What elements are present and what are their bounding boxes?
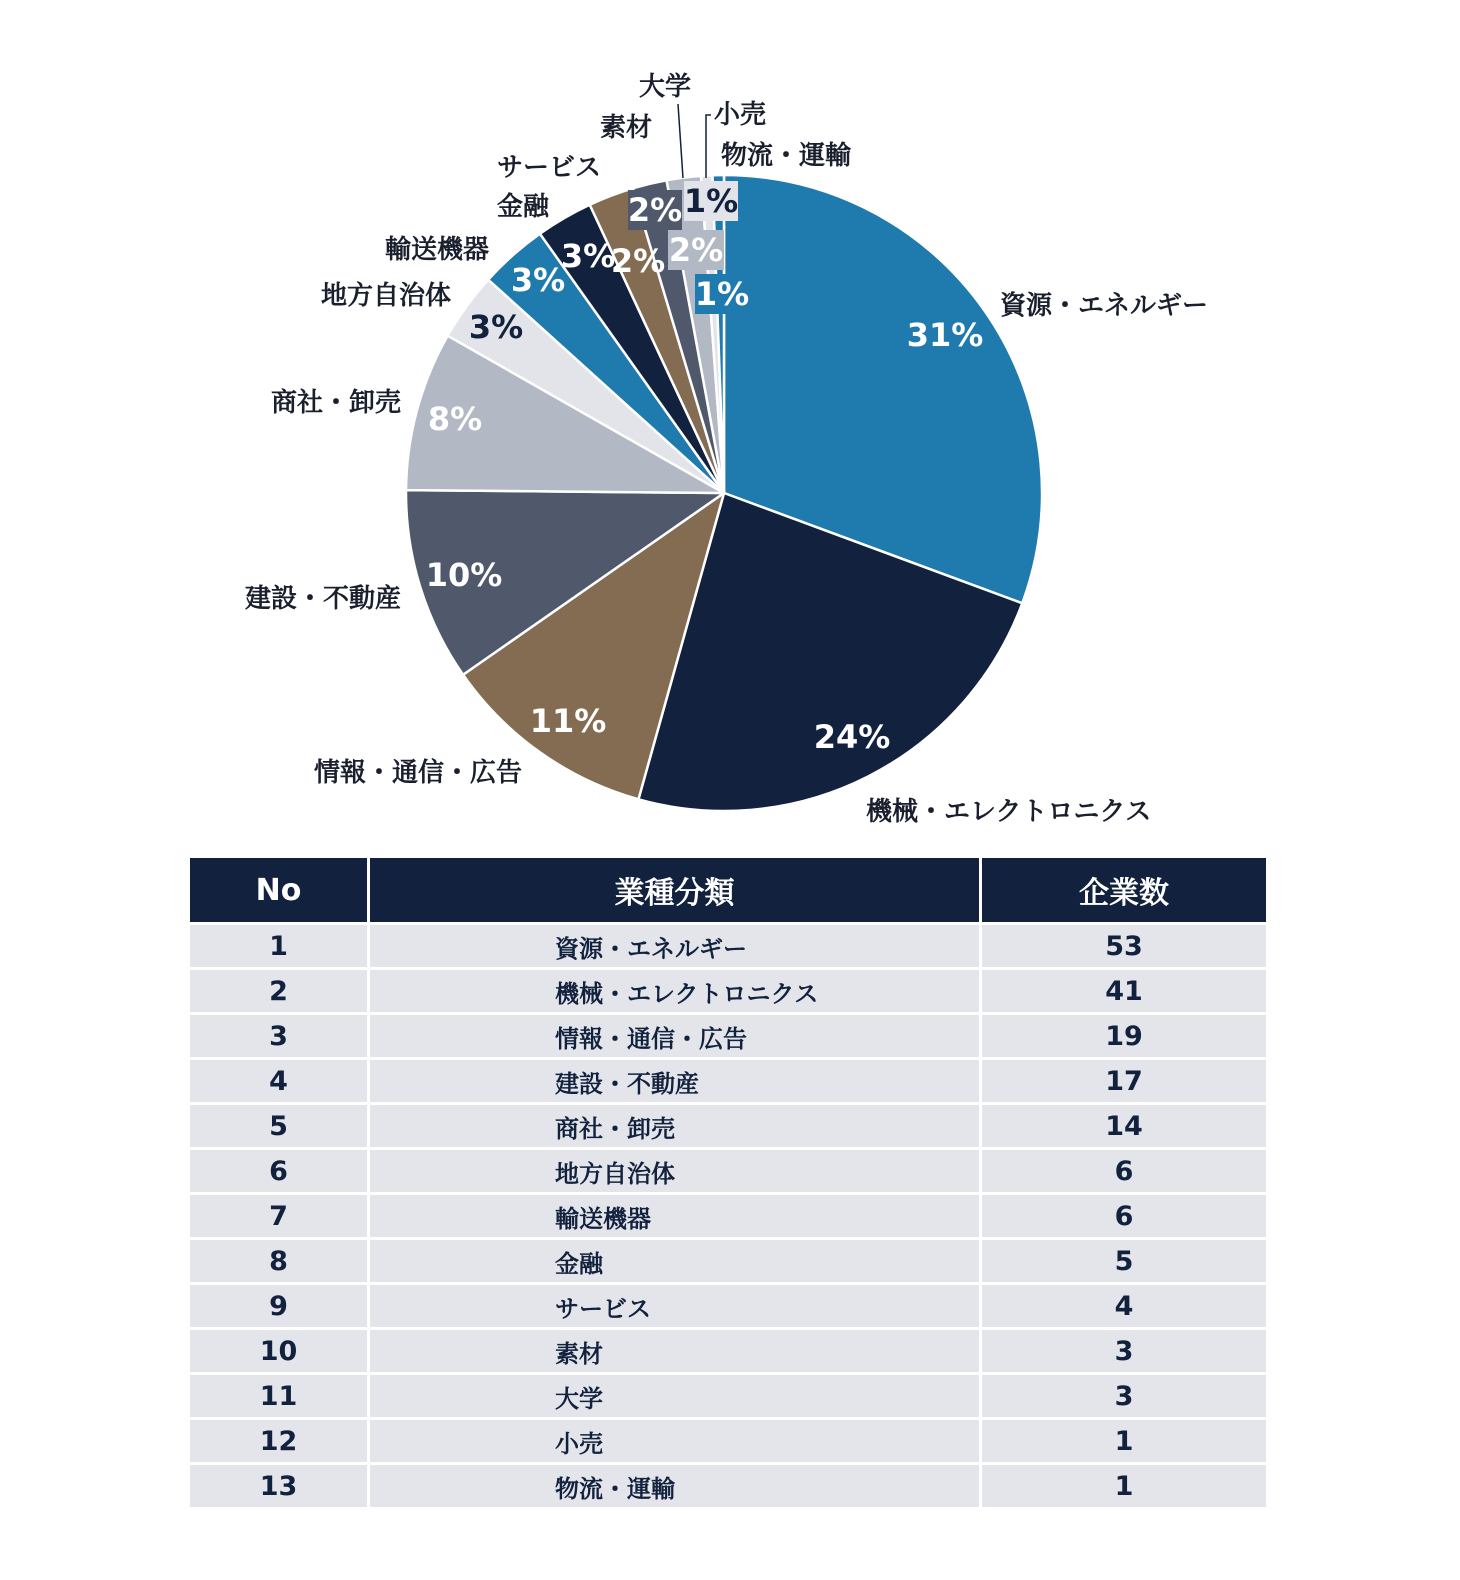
slice-pct-label: 2% — [627, 191, 683, 229]
row-no: 2 — [190, 970, 370, 1015]
table-row — [190, 1105, 1266, 1150]
slice-category-label: 金融 — [496, 192, 549, 222]
row-no: 11 — [190, 1375, 370, 1420]
slice-pct-label: 8% — [427, 400, 483, 438]
table-row — [190, 1285, 1266, 1330]
slice-category-label: 物流・運輸 — [721, 141, 852, 171]
row-no: 3 — [190, 1015, 370, 1060]
row-no: 13 — [190, 1465, 370, 1510]
slice-category-label: サービス — [496, 153, 601, 183]
row-no: 12 — [190, 1420, 370, 1465]
row-count: 6 — [982, 1195, 1266, 1240]
row-no: 6 — [190, 1150, 370, 1195]
table-row — [190, 1465, 1266, 1510]
row-category: 機械・エレクトロニクス — [370, 970, 982, 1015]
row-count: 6 — [982, 1150, 1266, 1195]
row-count: 53 — [982, 925, 1266, 970]
industry-table — [190, 858, 1266, 1510]
row-count: 14 — [982, 1105, 1266, 1150]
header-count: 企業数 — [982, 858, 1266, 925]
row-category: 商社・卸売 — [370, 1105, 982, 1150]
slice-pct-label: 24% — [813, 718, 891, 756]
table-row — [190, 1195, 1266, 1240]
slice-pct-label: 10% — [425, 556, 503, 594]
row-category: 大学 — [370, 1375, 982, 1420]
row-category: 素材 — [370, 1330, 982, 1375]
row-count: 4 — [982, 1285, 1266, 1330]
row-no: 1 — [190, 925, 370, 970]
row-category: 小売 — [370, 1420, 982, 1465]
row-category: 資源・エネルギー — [370, 925, 982, 970]
slice-category-label: 小売 — [714, 100, 767, 130]
table-row — [190, 970, 1266, 1015]
slice-category-label: 情報・通信・広告 — [313, 758, 522, 788]
row-category: 輸送機器 — [370, 1195, 982, 1240]
row-category: 金融 — [370, 1240, 982, 1285]
slice-category-label: 地方自治体 — [320, 281, 451, 311]
slice-pct-label: 31% — [906, 316, 984, 354]
row-category: 建設・不動産 — [370, 1060, 982, 1105]
slice-pct-label: 3% — [560, 237, 616, 275]
row-no: 10 — [190, 1330, 370, 1375]
table-row — [190, 1330, 1266, 1375]
row-count: 17 — [982, 1060, 1266, 1105]
slice-pct-label: 11% — [529, 702, 607, 740]
row-count: 3 — [982, 1375, 1266, 1420]
slice-category-label: 資源・エネルギー — [1000, 291, 1209, 321]
row-no: 9 — [190, 1285, 370, 1330]
header-no: No — [190, 858, 370, 925]
row-no: 4 — [190, 1060, 370, 1105]
slice-category-label: 機械・エレクトロニクス — [866, 797, 1152, 827]
slice-category-label: 商社・卸売 — [270, 388, 401, 418]
row-no: 7 — [190, 1195, 370, 1240]
slice-category-label: 建設・不動産 — [244, 584, 401, 614]
row-category: 情報・通信・広告 — [370, 1015, 982, 1060]
row-count: 3 — [982, 1330, 1266, 1375]
table-row — [190, 1375, 1266, 1420]
slice-pct-label: 3% — [510, 261, 566, 299]
slice-category-label: 大学 — [638, 72, 691, 102]
leader-line — [678, 104, 683, 178]
table-row — [190, 1420, 1266, 1465]
slice-pct-label: 2% — [610, 242, 666, 280]
row-category: 地方自治体 — [370, 1150, 982, 1195]
slice-category-label: 輸送機器 — [384, 235, 489, 265]
slice-pct-label: 3% — [468, 308, 524, 346]
row-count: 19 — [982, 1015, 1266, 1060]
table-row — [190, 1150, 1266, 1195]
slice-pct-label: 2% — [668, 231, 724, 269]
slice-category-label: 素材 — [599, 113, 652, 143]
row-count: 1 — [982, 1420, 1266, 1465]
row-count: 1 — [982, 1465, 1266, 1510]
header-category: 業種分類 — [370, 858, 982, 925]
slice-pct-label: 1% — [694, 275, 750, 313]
table-row — [190, 1240, 1266, 1285]
row-count: 41 — [982, 970, 1266, 1015]
table-row — [190, 925, 1266, 970]
table-header-row — [190, 858, 1266, 925]
row-no: 8 — [190, 1240, 370, 1285]
slice-pct-label: 1% — [683, 182, 739, 220]
row-category: 物流・運輸 — [370, 1465, 982, 1510]
table-row — [190, 1015, 1266, 1060]
leader-line — [706, 115, 711, 178]
table-row — [190, 1060, 1266, 1105]
row-count: 5 — [982, 1240, 1266, 1285]
row-category: サービス — [370, 1285, 982, 1330]
row-no: 5 — [190, 1105, 370, 1150]
